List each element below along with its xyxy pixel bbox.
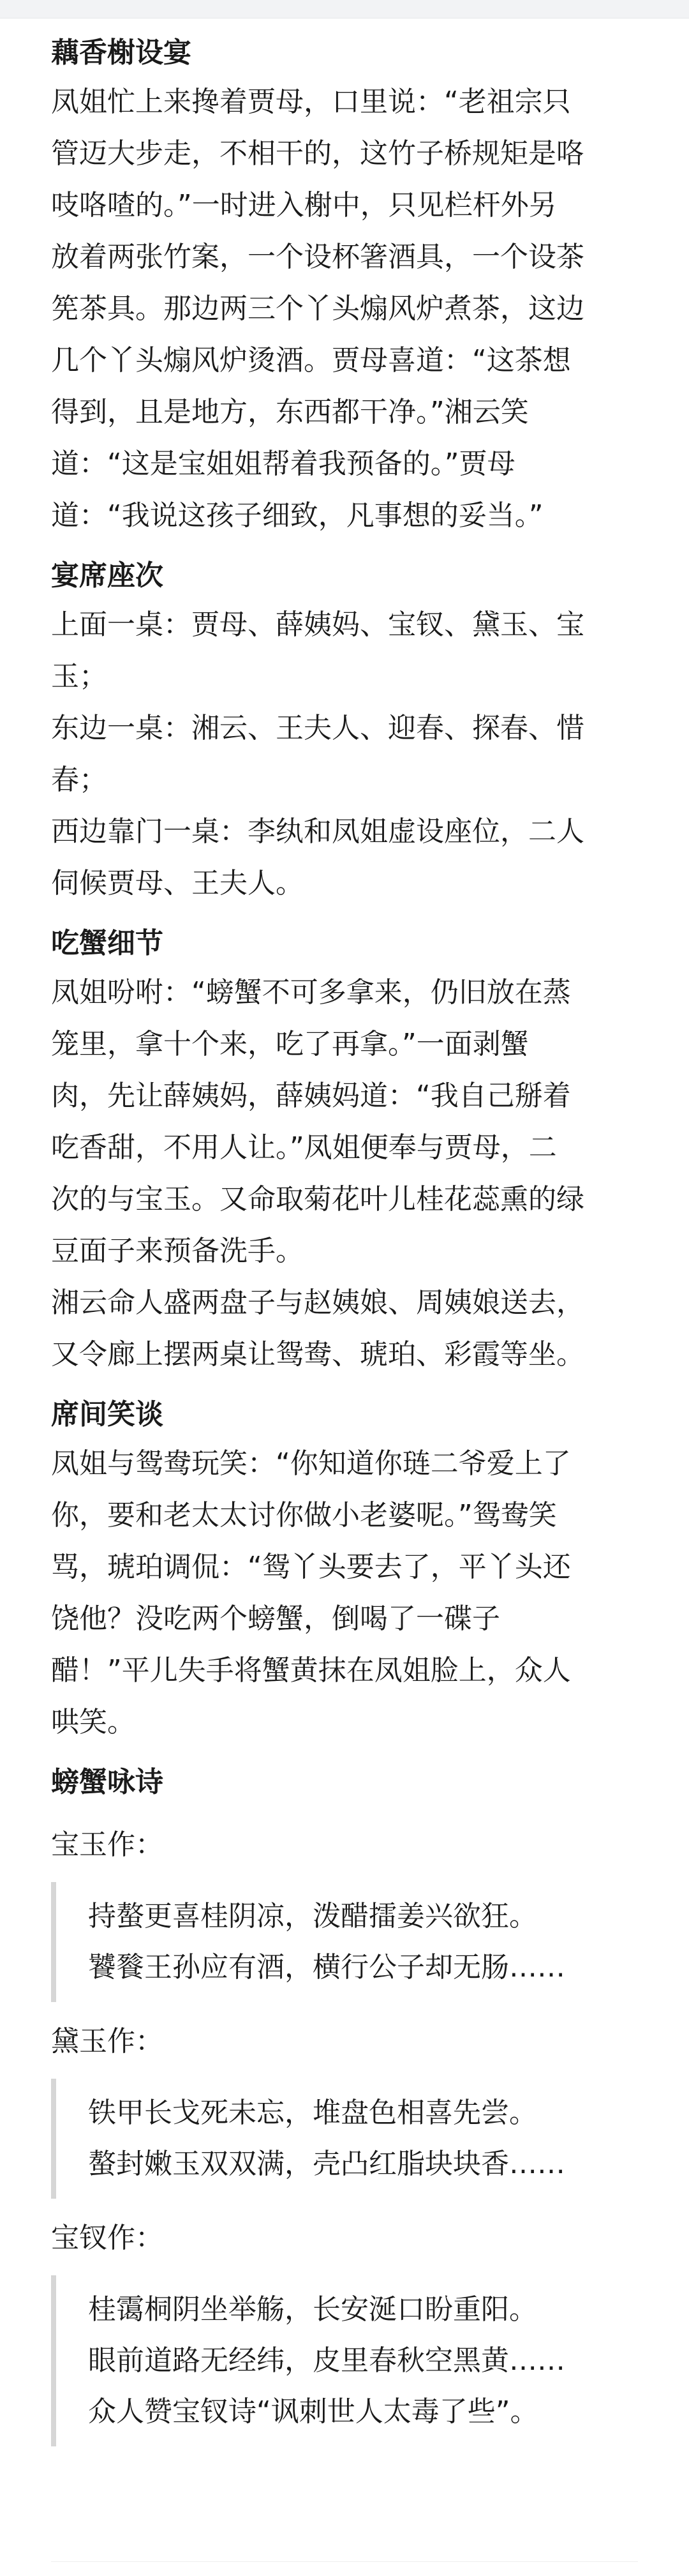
section-title: 席间笑谈 bbox=[51, 1398, 163, 1431]
text-line: 伺候贾母、王夫人。 bbox=[51, 867, 304, 900]
section-ouxiang bbox=[51, 19, 638, 541]
text-line: 东边一桌：湘云、王夫人、迎春、探春、惜 bbox=[51, 712, 584, 744]
text-line: 放着两张竹案，一个设杯箸酒具，一个设茶 bbox=[51, 241, 584, 273]
poem-line: 眼前道路无经纬，皮里春秋空黑黄…… bbox=[88, 2344, 565, 2377]
article-body bbox=[0, 19, 689, 2446]
poem-author-daiyu: 黛玉作： bbox=[51, 2025, 163, 2058]
section-title: 宴席座次 bbox=[51, 559, 163, 592]
section-poems bbox=[51, 1748, 638, 2446]
top-bar bbox=[0, 0, 689, 19]
text-line: 笼里，拿十个来，吃了再拿。”一面剥蟹 bbox=[51, 1028, 529, 1060]
text-line: 骂，琥珀调侃：“鸳丫头要去了，平丫头还 bbox=[51, 1551, 571, 1583]
text-line: 又令廊上摆两桌让鸳鸯、琥珀、彩霞等坐。 bbox=[51, 1338, 584, 1371]
text-line: 得到，且是地方，东西都干净。”湘云笑 bbox=[51, 396, 529, 428]
text-line: 凤姐与鸳鸯玩笑：“你知道你琏二爷爱上了 bbox=[51, 1447, 571, 1480]
text-line: 饶他？没吃两个螃蟹，倒喝了一碟子 bbox=[51, 1602, 500, 1635]
poem-line: 铁甲长戈死未忘，堆盘色相喜先尝。 bbox=[88, 2097, 537, 2129]
poem-author-baochai: 宝钗作： bbox=[51, 2222, 163, 2254]
text-line: 管迈大步走，不相干的，这竹子桥规矩是咯 bbox=[51, 137, 584, 170]
text-line: 春； bbox=[51, 764, 107, 796]
poem-quote-baochai bbox=[51, 2275, 638, 2446]
poem-line: 螯封嫩玉双双满，壳凸红脂块块香…… bbox=[88, 2148, 565, 2180]
text-line: 肉，先让薛姨妈，薛姨妈道：“我自己掰着 bbox=[51, 1080, 571, 1112]
text-line: 上面一桌：贾母、薛姨妈、宝钗、黛玉、宝 bbox=[51, 608, 584, 641]
text-line: 筅茶具。那边两三个丫头煽风炉煮茶，这边 bbox=[51, 292, 584, 325]
text-line: 你，要和老太太讨你做小老婆呢。”鸳鸯笑 bbox=[51, 1499, 557, 1532]
text-line: 哄笑。 bbox=[51, 1706, 135, 1738]
text-line: 玉； bbox=[51, 660, 107, 693]
section-title: 藕香榭设宴 bbox=[51, 36, 191, 69]
text-line: 次的与宝玉。又命取菊花叶儿桂花蕊熏的绿 bbox=[51, 1183, 584, 1216]
text-line: 西边靠门一桌：李纨和凤姐虚设座位，二人 bbox=[51, 815, 584, 848]
section-title: 吃蟹细节 bbox=[51, 927, 163, 960]
poem-quote-baoyu bbox=[51, 1882, 638, 2002]
poem-quote-daiyu bbox=[51, 2079, 638, 2199]
section-jokes bbox=[51, 1380, 638, 1748]
poem-line: 持螯更喜桂阴凉，泼醋擂姜兴欲狂。 bbox=[88, 1900, 537, 1932]
text-line: 湘云命人盛两盘子与赵姨娘、周姨娘送去， bbox=[51, 1286, 584, 1319]
section-seating bbox=[51, 541, 638, 909]
section-title: 螃蟹咏诗 bbox=[51, 1766, 163, 1798]
text-line: 凤姐吩咐：“螃蟹不可多拿来，仍旧放在蒸 bbox=[51, 976, 571, 1009]
text-line: 道：“这是宝姐姐帮着我预备的。”贾母 bbox=[51, 448, 515, 480]
text-line: 凤姐忙上来搀着贾母，口里说：“老祖宗只 bbox=[51, 86, 571, 118]
poem-line: 饕餮王孙应有酒，横行公子却无肠…… bbox=[88, 1951, 565, 1984]
bottom-divider bbox=[51, 2561, 638, 2562]
section-crab bbox=[51, 909, 638, 1380]
text-line: 豆面子来预备洗手。 bbox=[51, 1235, 304, 1267]
text-line: 醋！”平儿失手将蟹黄抹在凤姐脸上，众人 bbox=[51, 1654, 571, 1687]
text-line: 道：“我说这孩子细致，凡事想的妥当。” bbox=[51, 499, 544, 532]
poem-line: 桂霭桐阴坐举觞，长安涎口盼重阳。 bbox=[88, 2293, 537, 2326]
poem-author-baoyu: 宝玉作： bbox=[51, 1828, 163, 1861]
text-line: 吃香甜，不用人让。”凤姐便奉与贾母，二 bbox=[51, 1131, 557, 1164]
text-line: 吱咯喳的。”一时进入榭中，只见栏杆外另 bbox=[51, 189, 557, 222]
poem-line: 众人赞宝钗诗“讽刺世人太毒了些”。 bbox=[88, 2395, 538, 2428]
text-line: 几个丫头煽风炉烫酒。贾母喜道：“这茶想 bbox=[51, 344, 571, 377]
